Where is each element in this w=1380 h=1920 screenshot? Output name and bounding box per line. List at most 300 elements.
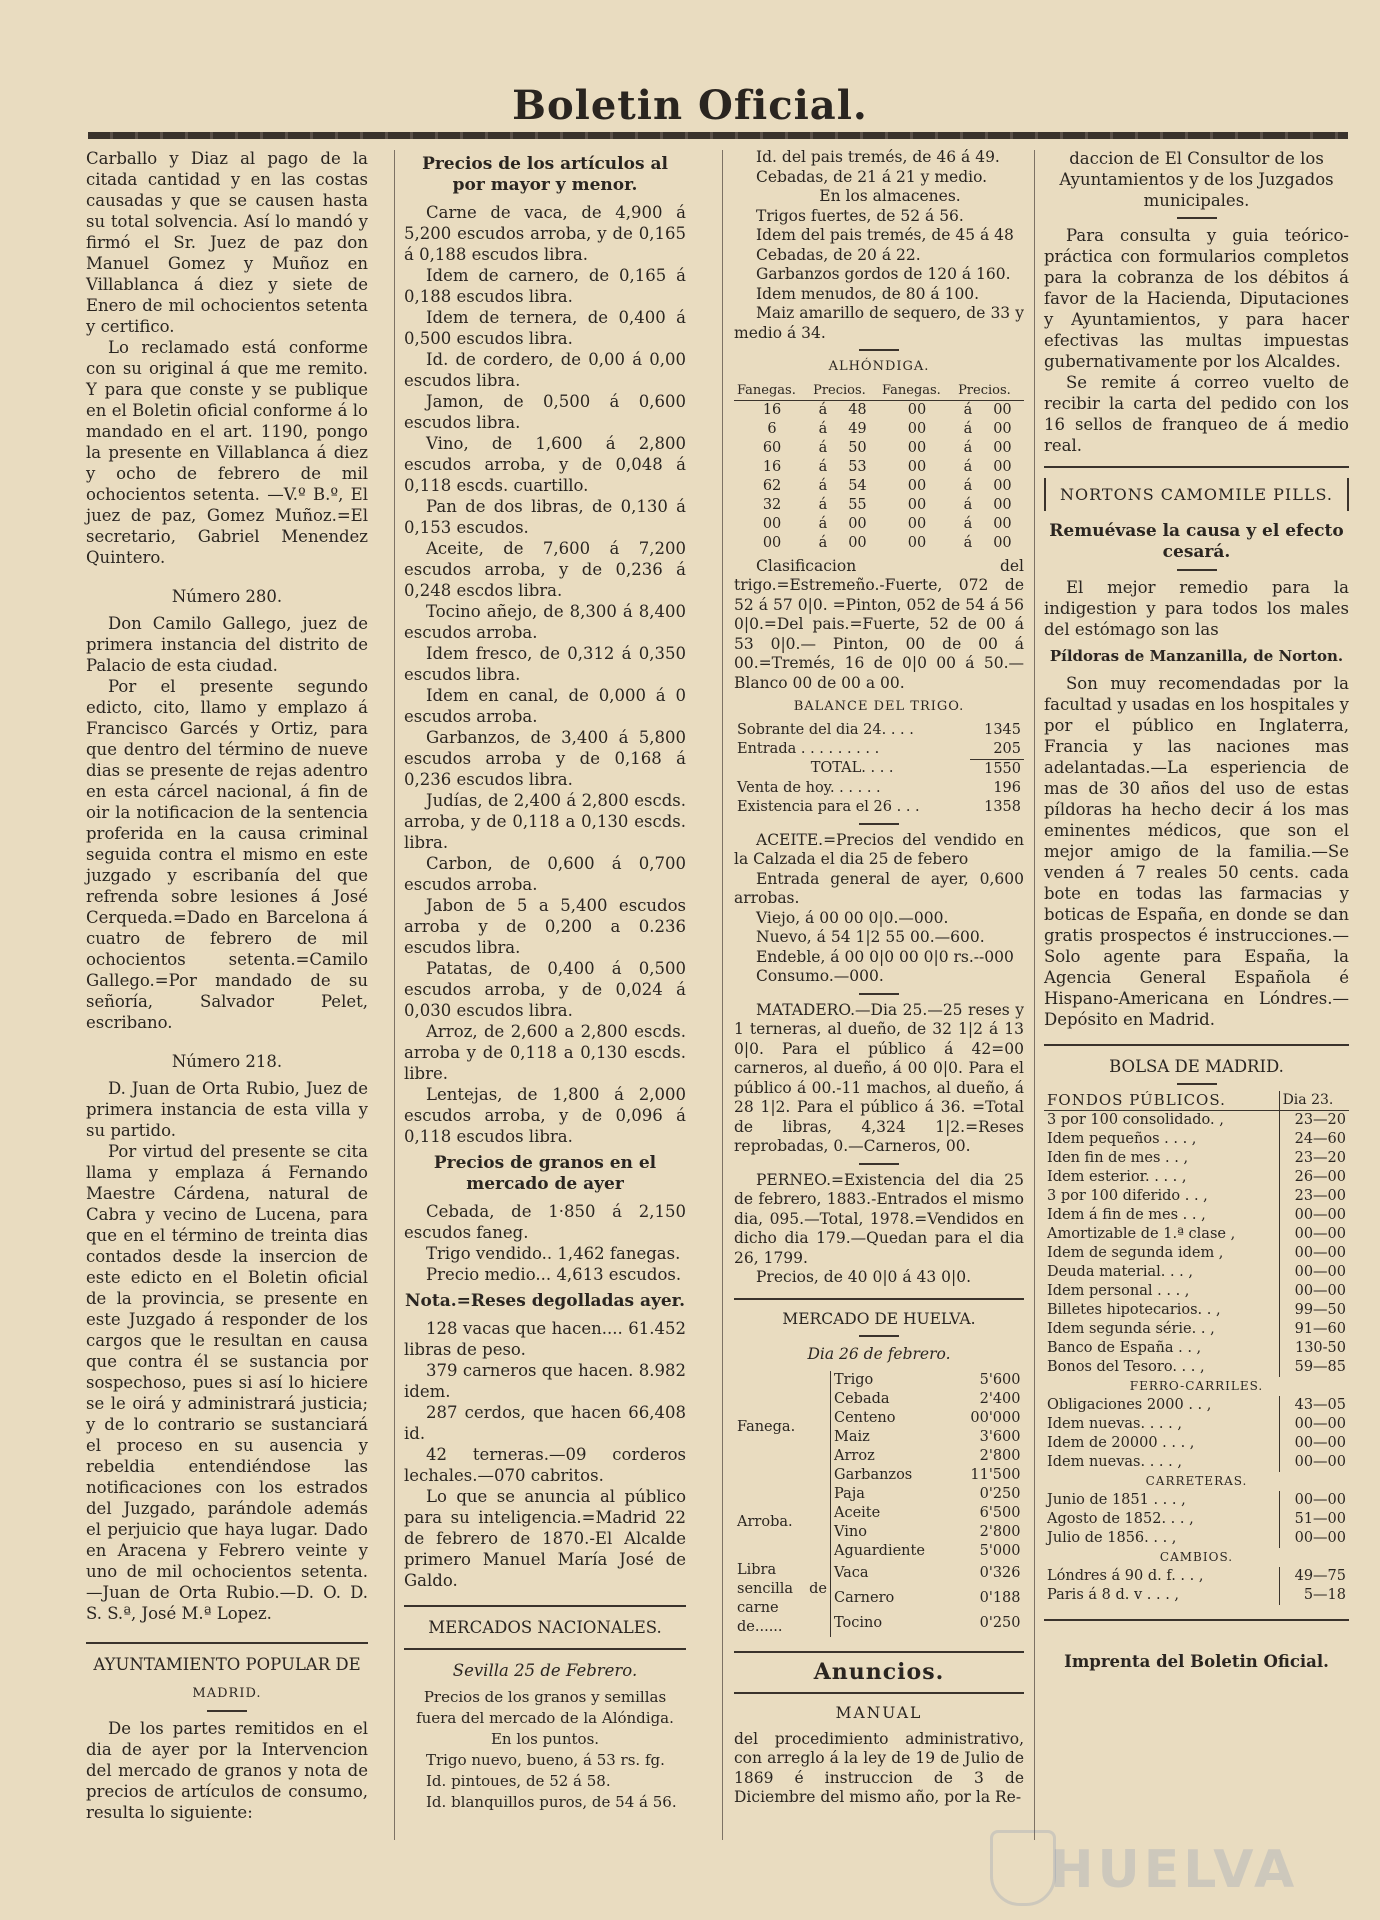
section-heading: Anuncios. — [813, 1658, 945, 1685]
table-cell: 00 — [907, 534, 927, 551]
table-row — [1044, 1358, 1349, 1377]
table-cell: Idem nuevas. . . . , — [1047, 1416, 1182, 1432]
table-row — [1044, 1111, 1349, 1131]
table-cell: 00 — [907, 458, 927, 475]
table-row — [734, 477, 1024, 496]
table-cell: 91—60 — [1279, 1320, 1349, 1339]
watermark: HUELVA — [1050, 1840, 1299, 1900]
price-item: Carne de vaca, de 4,900 á 5,200 escudos arroba, y de 0,165 á 0,188 escudos libra. — [404, 203, 686, 264]
table-row — [1044, 1453, 1349, 1472]
unit-label: Fanega. — [734, 1371, 831, 1485]
table-cell: á — [963, 401, 973, 418]
divider — [1044, 1044, 1349, 1046]
table-cell: Idem personal . . . , — [1047, 1283, 1190, 1299]
table-row — [1044, 1434, 1349, 1453]
divider — [86, 1642, 368, 1644]
paragraph: Para consulta y guia teórico-práctica con formularios completos para la cobranza de los débitos á favor de la Hacienda, Diputaciones y Ayuntamientos, y para hacer efectivas las multas impuestas gubernativamente por los Alcaldes. — [1044, 226, 1349, 371]
product-price: 0'250 — [979, 1615, 1021, 1632]
price-item: Jamon, de 0,500 á 0,600 escudos libra. — [404, 392, 686, 432]
table-cell: 00 — [993, 439, 1012, 456]
column-3 — [734, 148, 1024, 1808]
divider — [859, 823, 899, 825]
market-line: Maiz amarillo de sequero, de 33 y medio á 34. — [734, 304, 1024, 342]
table-cell: Banco de España . . , — [1047, 1340, 1202, 1356]
product-name: Paja — [834, 1485, 865, 1502]
divider — [859, 1335, 899, 1337]
table-cell: 00 — [993, 496, 1012, 513]
table-cell: 49—75 — [1279, 1567, 1349, 1586]
section-heading: MERCADOS NACIONALES. — [428, 1618, 662, 1637]
table-row — [1044, 1206, 1349, 1225]
table-row — [1044, 1567, 1349, 1586]
table-header: Precios. — [955, 381, 1024, 401]
table-row — [734, 400, 1024, 420]
product-name: Vaca — [834, 1564, 869, 1581]
reses-item: 287 cerdos, que hacen 66,408 id. — [404, 1403, 686, 1443]
paragraph: PERNEO.=Existencia del dia 25 de febrero, 1883.-Entrados el mismo dia, 095.—Total, 1978.=Vendidos en dicho dia 179.—Quedan para el dia 26, 1799. — [734, 1170, 1024, 1267]
table-cell: á — [963, 420, 973, 437]
column-divider — [394, 150, 395, 1840]
table-row — [1044, 1282, 1349, 1301]
table-cell: 00—00 — [1279, 1434, 1349, 1453]
table-cell: Obligaciones 2000 . . , — [1047, 1397, 1212, 1413]
table-cell: 1358 — [984, 798, 1021, 815]
huelva-table — [734, 1371, 1024, 1637]
product-name: Centeno — [834, 1409, 896, 1426]
paragraph: Precios, de 40 0|0 á 43 0|0. — [756, 1268, 972, 1286]
table-row — [734, 1371, 1024, 1390]
table-cell: á — [963, 515, 973, 532]
column-2 — [404, 148, 686, 1813]
table-cell: 16 — [762, 458, 782, 475]
table-row — [1044, 1491, 1349, 1510]
table-row — [734, 721, 1024, 740]
reses-item: 128 vacas que hacen.... 61.452 libras de peso. — [404, 1319, 686, 1359]
divider — [1177, 569, 1217, 571]
product-price: 00'000 — [970, 1409, 1021, 1426]
table-row — [1044, 1244, 1349, 1263]
table-cell: 59—85 — [1279, 1358, 1349, 1377]
table-cell: 00 — [762, 515, 782, 532]
table-subheading: CARRETERAS. — [1145, 1474, 1248, 1488]
table-cell: Venta de hoy. . . . . . — [737, 779, 881, 796]
market-line: Nuevo, á 54 1|2 55 00.—600. — [756, 928, 985, 946]
divider — [1177, 217, 1217, 219]
table-row — [1044, 1586, 1349, 1605]
divider — [734, 1298, 1024, 1300]
price-item: Jabon de 5 a 5,400 escudos arroba y de 0,200 a 0.236 escudos libra. — [404, 896, 686, 957]
table-cell: TOTAL. . . . — [810, 760, 894, 777]
paragraph: del procedimiento administrativo, con arreglo á la ley de 19 de Julio de 1869 é instruccion de 3 de Diciembre del mismo año, por la Re- — [734, 1729, 1024, 1806]
table-row — [734, 534, 1024, 553]
bolsa-table — [1044, 1091, 1349, 1605]
market-item: Id. blanquillos puros, de 54 á 56. — [426, 1793, 677, 1811]
paragraph: Lo reclamado está conforme con su original á que me remito. Y para que conste y se publique en el Boletin oficial conforme á lo mandado en el art. 1190, pongo la presente en Villablanca á diez y ocho de febrero de mil ochocientos setenta. —V.º B.º, El juez de paz, Gomez Muñoz.=El secretario, Gabriel Menendez Quintero. — [86, 338, 368, 567]
table-cell: Entrada . . . . . . . . . — [737, 740, 880, 757]
table-cell: Idem pequeños . . . , — [1047, 1131, 1197, 1147]
table-cell: á — [818, 401, 828, 418]
product-name: Aceite — [834, 1504, 881, 1521]
section-heading: BALANCE DEL TRIGO. — [793, 699, 965, 714]
table-cell: Idem nuevas. . . . , — [1047, 1454, 1182, 1470]
price-item: Garbanzos, de 3,400 á 5,800 escudos arroba y de 0,168 á 0,236 escudos libra. — [404, 728, 686, 789]
table-row — [734, 420, 1024, 439]
market-line: Idem del pais tremés, de 45 á 48 — [756, 226, 1014, 244]
divider — [1044, 466, 1349, 468]
grain-item: Trigo vendido.. 1,462 fanegas. — [426, 1244, 681, 1263]
divider — [404, 1648, 686, 1650]
table-cell: 49 — [848, 420, 867, 437]
product-price: 0'250 — [979, 1485, 1021, 1502]
product-name: Vino — [834, 1523, 867, 1540]
table-cell: 00—00 — [1279, 1491, 1349, 1510]
table-row — [734, 798, 1024, 817]
price-item: Pan de dos libras, de 0,130 á 0,153 escudos. — [404, 497, 686, 537]
masthead-rule — [88, 132, 1348, 139]
section-heading: Número 280. — [171, 587, 283, 606]
table-header: Fanegas. — [734, 381, 810, 401]
table-cell: á — [818, 439, 828, 456]
product-name: Trigo — [834, 1371, 874, 1388]
market-line: Entrada general de ayer, 0,600 arrobas. — [734, 869, 1024, 907]
table-row — [1044, 1529, 1349, 1548]
archive-seal-icon — [990, 1830, 1056, 1906]
column-divider — [722, 150, 723, 1840]
table-cell: 00 — [907, 496, 927, 513]
table-cell: 00 — [762, 534, 782, 551]
table-row — [1044, 1091, 1349, 1111]
price-item: Patatas, de 0,400 á 0,500 escudos arroba, y de 0,024 á 0,030 escudos libra. — [404, 959, 686, 1020]
table-cell: á — [818, 458, 828, 475]
column-divider — [1034, 150, 1035, 1840]
price-item: Aceite, de 7,600 á 7,200 escudos arroba, y de 0,236 á 0,248 escdos libra. — [404, 539, 686, 600]
section-subheading: MADRID. — [192, 1686, 262, 1701]
table-cell: 00—00 — [1279, 1263, 1349, 1282]
section-subheading: En los puntos. — [490, 1730, 600, 1748]
table-cell: 00 — [907, 515, 927, 532]
table-cell: Junio de 1851 . . . , — [1047, 1492, 1186, 1508]
table-cell: 23—20 — [1279, 1149, 1349, 1168]
table-cell: 23—20 — [1279, 1111, 1349, 1131]
product-price: 5'000 — [979, 1542, 1021, 1559]
table-cell: 43—05 — [1279, 1396, 1349, 1415]
table-cell: 16 — [762, 401, 782, 418]
table-cell: 00 — [907, 477, 927, 494]
table-cell: 00 — [907, 401, 927, 418]
table-row — [1044, 1510, 1349, 1529]
table-cell: 00—00 — [1279, 1529, 1349, 1548]
price-item: Judías, de 2,400 á 2,800 escds. arroba, y de 0,118 a 0,130 escds. libra. — [404, 791, 686, 852]
table-cell: 00 — [993, 515, 1012, 532]
table-row — [1044, 1187, 1349, 1206]
table-cell: á — [963, 439, 973, 456]
table-header: Precios. — [810, 381, 879, 401]
table-cell: 6 — [767, 420, 777, 437]
divider — [734, 1651, 1024, 1653]
product-price: 6'500 — [979, 1504, 1021, 1521]
table-row — [1044, 1301, 1349, 1320]
table-cell: 00 — [993, 401, 1012, 418]
section-heading: AYUNTAMIENTO POPULAR DE — [93, 1655, 361, 1674]
table-cell: Julio de 1856. . . , — [1047, 1530, 1177, 1546]
table-row — [1044, 1263, 1349, 1282]
table-cell: Billetes hipotecarios. . , — [1047, 1302, 1221, 1318]
price-item: Tocino añejo, de 8,300 á 8,400 escudos arroba. — [404, 602, 686, 642]
table-cell: 26—00 — [1279, 1168, 1349, 1187]
paragraph: ACEITE.=Precios del vendido en la Calzada el dia 25 de febero — [734, 830, 1024, 868]
product-price: 11'500 — [970, 1466, 1021, 1483]
section-heading: Precios de los artículos al por mayor y menor. — [422, 154, 668, 195]
table-cell: 53 — [848, 458, 867, 475]
table-cell: 00—00 — [1279, 1225, 1349, 1244]
market-line: Endeble, á 00 0|0 00 0|0 rs.--000 — [756, 947, 1014, 966]
table-cell: 00 — [907, 439, 927, 456]
market-item: Trigo nuevo, bueno, á 53 rs. fg. — [426, 1751, 665, 1769]
product-price: 5'600 — [979, 1371, 1021, 1388]
paragraph: Se remite á correo vuelto de recibir la carta del pedido con los 16 sellos de franqueo de á medio real. — [1044, 373, 1349, 455]
column-4 — [1044, 148, 1349, 1672]
table-cell: á — [963, 534, 973, 551]
divider — [859, 993, 899, 995]
table-row — [1044, 1396, 1349, 1415]
section-heading: MERCADO DE HUELVA. — [782, 1309, 976, 1328]
price-item: Id. de cordero, de 0,00 á 0,00 escudos libra. — [404, 350, 686, 390]
table-cell: á — [963, 458, 973, 475]
price-item: Vino, de 1,600 á 2,800 escudos arroba, y de 0,048 á 0,118 escds. cuartillo. — [404, 434, 686, 495]
paragraph: Por virtud del presente se cita llama y emplaza á Fernando Maestre Cárdena, natural de Cabra y vecino de Lucena, para que en el término de treinta dias contados desde la insercion de este edicto en el Boletin oficial de la provincia, se presente en este Juzgado á responder de los cargos que le resultan en causa que contra él se sustancia por sospechoso, pues si así lo hiciere se le oirá y administrará justicia; y de lo contrario se sustanciará el proceso en su ausencia y rebeldia entendiéndose las notificaciones con los estrados del Juzgado, parándole además el perjuicio que haya lugar. Dado en Aracena y Febrero veinte y uno de mil ochocientos setenta. —Juan de Orta Rubio.—D. O. D. S. S.ª, José M.ª Lopez. — [86, 1142, 368, 1623]
table-cell: 60 — [762, 439, 782, 456]
market-line: Viejo, á 00 00 0|0.—000. — [756, 908, 949, 927]
paragraph: Clasificacion del trigo.=Estremeño.-Fuerte, 072 de 52 á 57 0|0. =Pinton, 052 de 54 á 56 0|0.=Del pais.=Fuerte, 52 de 00 á 53 0|0.— Pinton, 00 de 00 á 00.=Tremés, 16 de 0|0 00 á 50.—Blanco 00 de 00 a 00. — [734, 556, 1024, 692]
market-line: Cebadas, de 20 á 22. — [756, 245, 921, 264]
table-header: Dia 23. — [1279, 1091, 1349, 1111]
market-line: Consumo.—000. — [756, 967, 884, 985]
product-name: Cebada — [834, 1390, 890, 1407]
table-cell: 55 — [848, 496, 867, 513]
paragraph: Don Camilo Gallego, juez de primera instancia del distrito de Palacio de esta ciudad. — [86, 614, 368, 675]
table-row — [1044, 1225, 1349, 1244]
table-cell: Amortizable de 1.ª clase , — [1047, 1226, 1236, 1242]
table-cell: á — [818, 534, 828, 551]
section-subheading: Dia 26 de febrero. — [807, 1345, 951, 1363]
divider — [1044, 1619, 1349, 1621]
section-heading: Nota.=Reses degolladas ayer. — [404, 1291, 685, 1311]
table-cell: 54 — [848, 477, 867, 494]
table-subheading: CAMBIOS. — [1159, 1550, 1234, 1564]
table-cell: 130-50 — [1279, 1339, 1349, 1358]
table-row — [1044, 1377, 1349, 1396]
table-cell: 3 por 100 diferido . . , — [1047, 1188, 1208, 1204]
table-cell: 1550 — [984, 760, 1021, 777]
unit-label: Libra sencilla de carne de...... — [734, 1561, 831, 1637]
table-cell: Idem de 20000 . . . , — [1047, 1435, 1195, 1451]
table-cell: 00—00 — [1279, 1244, 1349, 1263]
table-cell: 00 — [848, 534, 867, 551]
table-cell: Paris á 8 d. v . . . , — [1047, 1587, 1180, 1603]
table-subheading: FERRO-CARRILES. — [1129, 1379, 1264, 1393]
section-heading: Número 218. — [171, 1052, 283, 1071]
market-line: En los almacenes. — [819, 187, 961, 205]
section-heading: MANUAL — [835, 1704, 923, 1722]
table-row — [1044, 1339, 1349, 1358]
table-cell: 00 — [993, 534, 1012, 551]
table-cell: 51—00 — [1279, 1510, 1349, 1529]
table-row — [1044, 1548, 1349, 1567]
table-cell: 196 — [993, 779, 1021, 796]
price-item: Carbon, de 0,600 á 0,700 escudos arroba. — [404, 854, 686, 894]
market-line: Garbanzos gordos de 120 á 160. — [756, 265, 1011, 283]
table-cell: 00 — [993, 477, 1012, 494]
market-line: Trigos fuertes, de 52 á 56. — [756, 206, 964, 225]
paragraph: Lo que se anuncia al público para su inteligencia.=Madrid 22 de febrero de 1870.-El Alcalde primero Manuel María José de Galdo. — [404, 1487, 686, 1590]
paragraph: De los partes remitidos en el dia de ayer por la Intervencion del mercado de granos y nota de precios de artículos de consumo, resulta lo siguiente: — [86, 1719, 368, 1822]
product-name: Aguardiente — [834, 1542, 925, 1559]
table-row — [734, 1485, 1024, 1504]
table-cell: 5—18 — [1279, 1586, 1349, 1605]
table-cell: 3 por 100 consolidado. , — [1047, 1112, 1224, 1128]
table-row — [734, 439, 1024, 458]
market-line: Idem menudos, de 80 á 100. — [756, 284, 980, 303]
table-cell: 00 — [848, 515, 867, 532]
table-cell: Bonos del Tesoro. . . , — [1047, 1359, 1205, 1375]
unit-label: Arroba. — [734, 1485, 831, 1561]
product-name: Tocino — [834, 1615, 883, 1632]
product-price: 2'800 — [979, 1523, 1021, 1540]
paragraph: El mejor remedio para la indigestion y para todos los males del estómago son las — [1044, 578, 1349, 639]
table-cell: 62 — [762, 477, 782, 494]
product-price: 2'400 — [979, 1390, 1021, 1407]
table-row — [1044, 1320, 1349, 1339]
table-row — [1044, 1130, 1349, 1149]
table-cell: 00 — [993, 458, 1012, 475]
product-name: Carnero — [834, 1589, 895, 1606]
paragraph: daccion de El Consultor de los Ayuntamientos y de los Juzgados municipales. — [1059, 149, 1334, 210]
table-cell: á — [818, 496, 828, 513]
paragraph: MATADERO.—Dia 25.—25 reses y 1 terneras, al dueño, de 32 1|2 á 13 0|0. Para el público á 42=00 carneros, al dueño, á 00 0|0. Para el público á 00.-11 machos, al dueño, á 28 1|2. Para el público á 36. =Total de libras, 4,324 1|2.=Reses reprobadas, 0.—Carneros, 00. — [734, 1000, 1024, 1155]
divider — [859, 349, 899, 351]
divider — [734, 1692, 1024, 1694]
table-cell: 00 — [993, 420, 1012, 437]
table-cell: Idem segunda série. . , — [1047, 1321, 1215, 1337]
product-price: 0'326 — [979, 1564, 1021, 1581]
table-cell: 00—00 — [1279, 1415, 1349, 1434]
price-item: Lentejas, de 1,800 á 2,000 escudos arroba, y de 0,096 á 0,118 escudos libra. — [404, 1085, 686, 1146]
table-cell: Deuda material. . . , — [1047, 1264, 1193, 1280]
market-item: Id. pintoues, de 52 á 58. — [426, 1772, 611, 1790]
section-subheading: Sevilla 25 de Febrero. — [452, 1661, 638, 1680]
paragraph: Por el presente segundo edicto, cito, llamo y emplazo á Francisco Garcés y Ortiz, para que dentro del término de nueve dias se presente de rejas adentro en esta cárcel nacional, á fin de oir la notificacion de la sentencia proferida en la causa criminal seguida contra el mismo en este juzgado y escribanía del que refrenda sobre lesiones á José Cerqueda.=Dado en Barcelona á cuatro de febrero de mil ochocientos setenta.=Camilo Gallego.=Por mandado de su señoría, Salvador Pelet, escribano. — [86, 677, 368, 1032]
divider — [404, 1605, 686, 1607]
section-heading: ALHÓNDIGA. — [828, 359, 930, 374]
paragraph: Son muy recomendadas por la facultad y usadas en los hospitales y por el público en Inglaterra, Francia y las naciones mas adelantadas.—La esperiencia de mas de 30 años del uso de estas píldoras ha hecho decir á los mas eminentes médicos, que son el mejor amigo de la familia.—Se venden á 7 reales 50 cents. cada bote en todas las farmacias y boticas de España, en donde se dan gratis prospectos é instrucciones.—Solo agente para España, la Agencia General Española é Hispano-Americana en Lóndres.—Depósito en Madrid. — [1044, 674, 1349, 1029]
table-row — [1044, 1415, 1349, 1434]
table-row — [1044, 1472, 1349, 1491]
table-cell: 00—00 — [1279, 1206, 1349, 1225]
table-cell: 00 — [907, 420, 927, 437]
table-row — [734, 458, 1024, 477]
grain-item: Cebada, de 1·850 á 2,150 escudos faneg. — [404, 1202, 686, 1242]
paragraph: Precios de los granos y semillas fuera del mercado de la Alóndiga. — [416, 1688, 674, 1727]
price-item: Idem fresco, de 0,312 á 0,350 escudos libra. — [404, 644, 686, 684]
market-line: Id. del pais tremés, de 46 á 49. — [756, 148, 1000, 166]
table-cell: á — [818, 515, 828, 532]
price-item: Arroz, de 2,600 a 2,800 escds. arroba y de 0,118 a 0,130 escds. libre. — [404, 1022, 686, 1083]
table-cell: 205 — [970, 740, 1024, 760]
masthead: Boletin Oficial. — [512, 82, 868, 129]
table-row — [734, 740, 1024, 760]
price-item: Idem en canal, de 0,000 á 0 escudos arroba. — [404, 686, 686, 726]
table-cell: 23—00 — [1279, 1187, 1349, 1206]
table-cell: Sobrante del dia 24. . . . — [737, 721, 914, 738]
advert-box: NORTONS CAMOMILE PILLS. — [1044, 478, 1349, 511]
table-row — [734, 496, 1024, 515]
price-item: Idem de ternera, de 0,400 á 0,500 escudos libra. — [404, 308, 686, 348]
divider — [859, 1163, 899, 1165]
table-cell: 32 — [762, 496, 782, 513]
table-cell: 00—00 — [1279, 1453, 1349, 1472]
table-cell: á — [963, 496, 973, 513]
paragraph: D. Juan de Orta Rubio, Juez de primera instancia de esta villa y su partido. — [86, 1079, 368, 1140]
table-cell: Idem á fin de mes . . , — [1047, 1207, 1206, 1223]
balance-table — [734, 721, 1024, 817]
product-name: Garbanzos — [834, 1466, 913, 1483]
product-price: 2'800 — [979, 1447, 1021, 1464]
grain-item: Precio medio... 4,613 escudos. — [426, 1265, 682, 1284]
market-line: Cebadas, de 21 á 21 y medio. — [756, 167, 988, 186]
reses-item: 42 terneras.—09 corderos lechales.—070 cabritos. — [404, 1445, 686, 1485]
product-name: Maiz — [834, 1428, 870, 1445]
table-cell: 24—60 — [1279, 1130, 1349, 1149]
table-row — [1044, 1149, 1349, 1168]
table-cell: Lóndres á 90 d. f. . . , — [1047, 1568, 1204, 1584]
table-cell: á — [963, 477, 973, 494]
table-cell: Idem de segunda idem , — [1047, 1245, 1224, 1261]
product-price: 0'188 — [979, 1589, 1021, 1606]
product-name: Arroz — [834, 1447, 875, 1464]
table-header: Fanegas. — [879, 381, 955, 401]
price-item: Idem de carnero, de 0,165 á 0,188 escudos libra. — [404, 266, 686, 306]
section-heading: Píldoras de Manzanilla, de Norton. — [1049, 647, 1344, 665]
divider — [1177, 1083, 1217, 1085]
table-cell: Existencia para el 26 . . . — [737, 798, 920, 815]
table-row — [734, 759, 1024, 779]
table-cell: Agosto de 1852. . . , — [1047, 1511, 1194, 1527]
alhondiga-table — [734, 381, 1024, 553]
table-row — [734, 779, 1024, 798]
table-row — [734, 1561, 1024, 1586]
table-cell: 50 — [848, 439, 867, 456]
column-1 — [86, 148, 368, 1823]
table-cell: á — [818, 477, 828, 494]
product-price: 3'600 — [979, 1428, 1021, 1445]
table-cell: 1345 — [984, 721, 1021, 738]
section-heading: Remuévase la causa y el efecto cesará. — [1049, 521, 1344, 562]
table-row — [734, 515, 1024, 534]
table-cell: 00—00 — [1279, 1282, 1349, 1301]
table-cell: Iden fin de mes . . , — [1047, 1150, 1189, 1166]
reses-item: 379 carneros que hacen. 8.982 idem. — [404, 1361, 686, 1401]
section-heading: BOLSA DE MADRID. — [1109, 1057, 1284, 1076]
table-header: FONDOS PÚBLICOS. — [1044, 1091, 1279, 1111]
printer-footer: Imprenta del Boletin Oficial. — [1064, 1652, 1329, 1671]
table-cell: 99—50 — [1279, 1301, 1349, 1320]
section-heading: Precios de granos en el mercado de ayer — [433, 1153, 657, 1194]
table-cell: 48 — [848, 401, 867, 418]
paragraph: Carballo y Diaz al pago de la citada cantidad y en las costas causadas y que se causen hasta su total solvencia. Así lo mandó y firmó el Sr. Juez de paz don Manuel Gomez y Muñoz en Villablanca á diez y siete de Enero de mil ochocientos setenta y certifico. — [86, 149, 368, 336]
table-row — [1044, 1168, 1349, 1187]
table-cell: á — [818, 420, 828, 437]
table-cell: Idem esterior. . . . , — [1047, 1169, 1187, 1185]
